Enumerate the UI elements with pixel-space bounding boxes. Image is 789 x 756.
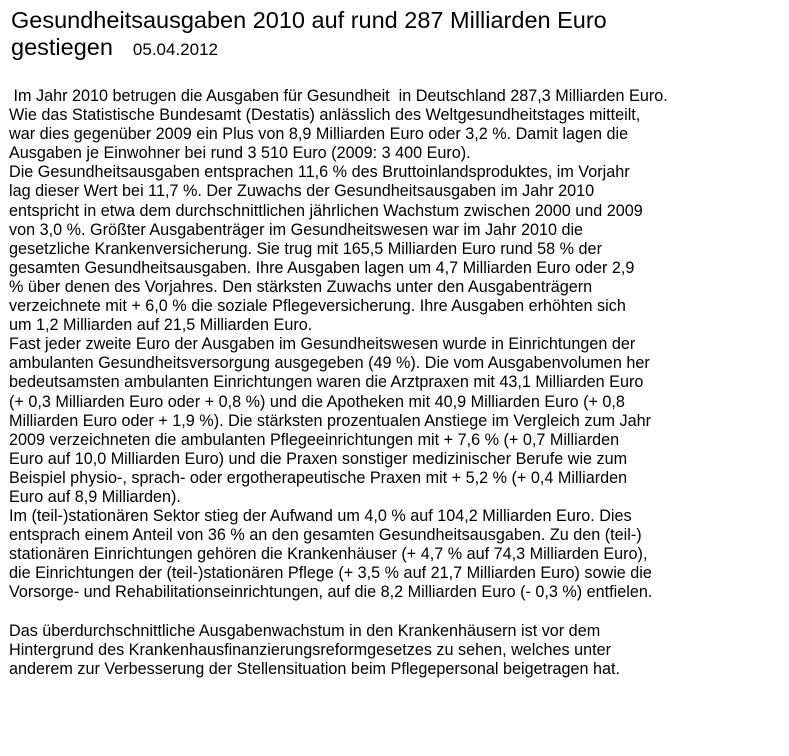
paragraph-spacer [9,603,789,622]
article-body [9,87,789,679]
article-title-continuation: gestiegen [11,34,113,60]
body-text-line: Im (teil-)stationären Sektor stieg der Aufwand um 4,0 % auf 104,2 Milliarden Euro. Dies [9,507,632,526]
body-text-line: Fast jeder zweite Euro der Ausgaben im Gesundheitswesen wurde in Einrichtungen der [9,335,636,354]
body-text-line: Das überdurchschnittliche Ausgabenwachstum in den Krankenhäusern ist vor dem [9,621,601,640]
body-text-line: lag dieser Wert bei 11,7 %. Der Zuwachs der Gesundheitsausgaben im Jahr 2010 [9,182,595,201]
body-text-line: die Einrichtungen der (teil-)stationären Pflege (+ 3,5 % auf 21,7 Milliarden Euro) sowie die [9,564,652,583]
body-text-line: Die Gesundheitsausgaben entsprachen 11,6 % des Bruttoinlandsproduktes, im Vorjahr [9,163,630,182]
body-text-line: stationären Einrichtungen gehören die Krankenhäuser (+ 4,7 % auf 74,3 Milliarden Euro), [9,545,648,564]
article-heading [11,7,607,63]
body-text-line: ambulanten Gesundheitsversorgung ausgegeben (49 %). Die vom Ausgabenvolumen her [9,354,650,373]
article-title-line-2 [11,34,607,63]
body-text-line: um 1,2 Milliarden auf 21,5 Milliarden Euro. [9,316,313,335]
body-text-line: % über denen des Vorjahres. Den stärksten Zuwachs unter den Ausgabenträgern [9,277,593,296]
body-text-line: Im Jahr 2010 betrugen die Ausgaben für Gesundheit in Deutschland 287,3 Milliarden Euro. [9,87,668,105]
body-text-line: Beispiel physio-, sprach- oder ergotherapeutische Praxen mit + 5,2 % (+ 0,4 Milliarden [9,468,628,487]
body-text-line: 2009 verzeichneten die ambulanten Pflegeeinrichtungen mit + 7,6 % (+ 0,7 Milliarden [9,430,620,449]
body-text-line: entspricht in etwa dem durchschnittlichen jährlichen Wachstum zwischen 2000 und 2009 [9,201,643,220]
body-text-line: Milliarden Euro oder + 1,9 %). Die stärksten prozentualen Anstiege im Vergleich zum Jahr [9,411,651,430]
body-text-line: bedeutsamsten ambulanten Einrichtungen waren die Arztpraxen mit 43,1 Milliarden Euro [9,373,644,392]
body-text-line: Euro auf 10,0 Milliarden Euro) und die Praxen sonstiger medizinischer Berufe wie zum [9,449,628,468]
body-text-line: Euro auf 8,9 Milliarden). [9,487,181,506]
body-text-line: Vorsorge- und Rehabilitationseinrichtungen, auf die 8,2 Milliarden Euro (- 0,3 %) entfielen. [9,583,653,602]
body-text-line: Hintergrund des Krankenhausfinanzierungsreformgesetzes zu sehen, welches unter [9,640,611,659]
article-title-line-1: Gesundheitsausgaben 2010 auf rund 287 Milliarden Euro [11,7,607,33]
body-text-line: von 3,0 %. Größter Ausgabenträger im Gesundheitswesen war im Jahr 2010 die [9,220,584,239]
body-text-line: Ausgaben je Einwohner bei rund 3 510 Euro (2009: 3 400 Euro). [9,144,471,163]
body-text-line: gesamten Gesundheitsausgaben. Ihre Ausgaben lagen um 4,7 Milliarden Euro oder 2,9 [9,258,635,277]
article-date: 05.04.2012 [132,40,219,59]
body-text-line: (+ 0,3 Milliarden Euro oder + 0,8 %) und die Apotheken mit 40,9 Milliarden Euro (+ 0,8 [9,392,625,411]
body-text-line: anderem zur Verbesserung der Stellensituation beim Pflegepersonal beigetragen hat. [9,659,621,678]
body-text-line: gesetzliche Krankenversicherung. Sie trug mit 165,5 Milliarden Euro rund 58 % der [9,239,602,258]
body-text-line: war dies gegenüber 2009 ein Plus von 8,9 Milliarden Euro oder 3,2 %. Damit lagen die [9,125,629,144]
body-text-line: verzeichnete mit + 6,0 % die soziale Pflegeversicherung. Ihre Ausgaben erhöhten sich [9,297,626,316]
body-text-line: entsprach einem Anteil von 36 % an den gesamten Gesundheitsausgaben. Zu den (teil-) [9,526,642,545]
body-text-line: Wie das Statistische Bundesamt (Destatis) anlässlich des Weltgesundheitstages mitteilt, [9,106,641,125]
